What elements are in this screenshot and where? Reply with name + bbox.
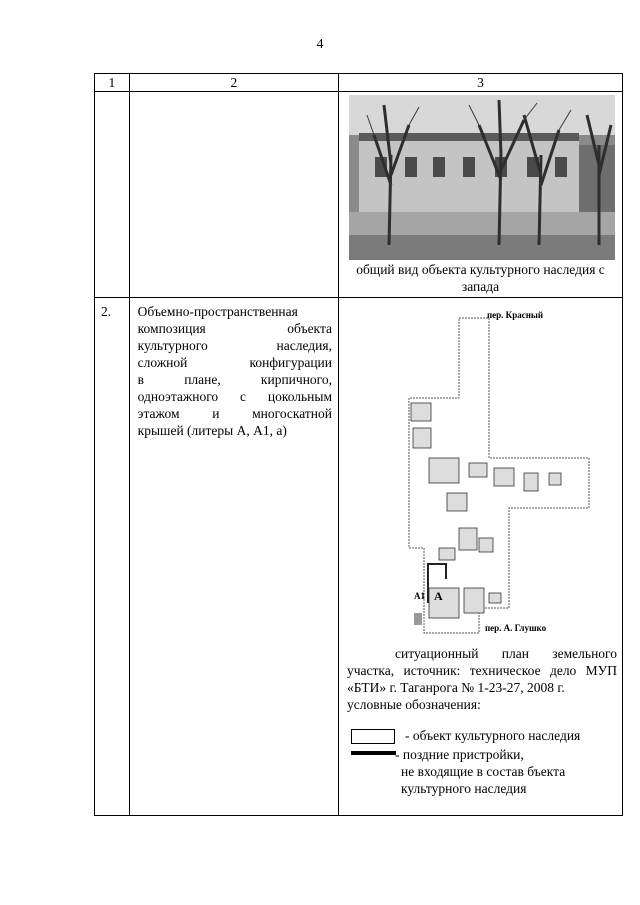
row1-number-cell: [95, 92, 130, 298]
description-line: культурного наследия,: [137, 338, 332, 353]
situation-plan: [339, 298, 622, 645]
header-col-3: 3: [339, 74, 623, 92]
description-line: крышей (литеры А, А1, а): [137, 423, 287, 438]
row2-description: [129, 298, 338, 816]
row2-number: 2.: [95, 298, 130, 816]
building-photo: [349, 95, 615, 260]
description-line: одноэтажного с цокольным: [137, 389, 332, 404]
description-line: сложной конфигурации: [137, 355, 332, 370]
plan-label-top: пер. Красный: [487, 310, 544, 320]
heritage-table: [94, 73, 623, 816]
page-number: 4: [316, 37, 324, 52]
situation-text: ситуационный план земельного участка, источник: техническое дело МУП «БТИ» г. Таганрога № 1-23-27, 2008 г.: [347, 646, 617, 695]
legend-extension-label: - поздние пристройки,: [395, 747, 524, 762]
description-line: в плане, кирпичного,: [137, 372, 332, 387]
description-line: композиция объекта: [137, 321, 332, 336]
legend-heritage-label: - объект культурного наследия: [405, 728, 581, 743]
description-line: Объемно-пространственная: [137, 304, 298, 319]
table-row: [95, 298, 623, 816]
legend-extension-label-2: не входящие в состав бъекта: [401, 764, 566, 779]
photo-caption: общий вид объекта культурного наследия с запада: [356, 262, 605, 294]
table-row: [95, 92, 623, 298]
plan-label-bottom: пер. А. Глушко: [485, 623, 547, 633]
header-col-1: 1: [95, 74, 130, 92]
legend-heritage-box-icon: [351, 729, 395, 744]
legend-extension-line-icon: [351, 751, 396, 755]
description-line: этажом и многоскатной: [137, 406, 332, 421]
plan-label-a1: А1: [414, 591, 425, 601]
legend-extension-label-3: культурного наследия: [401, 781, 527, 796]
table-header-row: [95, 74, 623, 92]
site-plan-drawing: [399, 308, 611, 638]
header-col-2: 2: [129, 74, 338, 92]
row1-description-cell: [129, 92, 338, 298]
legend-title: условные обозначения:: [347, 697, 481, 712]
row2-plan-cell: [339, 298, 623, 816]
row1-image-cell: [339, 92, 623, 298]
plan-label-a: А: [434, 589, 443, 603]
legend: [339, 713, 622, 815]
